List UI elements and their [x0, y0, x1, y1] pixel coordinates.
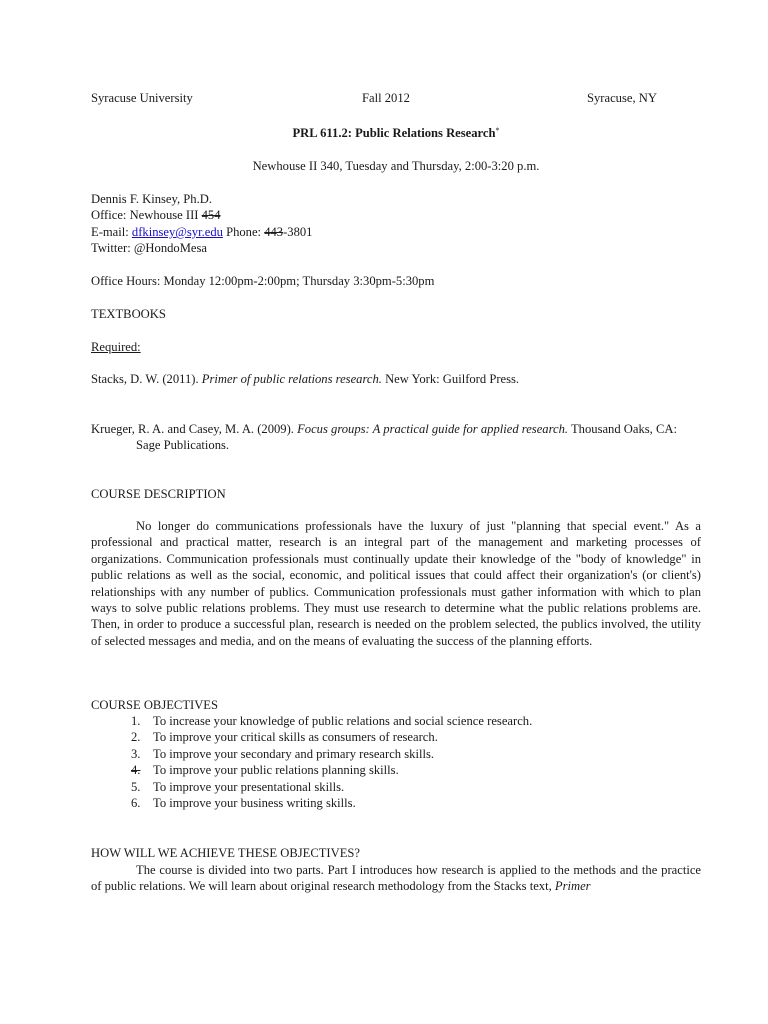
course-location: Newhouse II 340, Tuesday and Thursday, 2:00-3:20 p.m. [252, 159, 540, 173]
objective-number: 2. [131, 730, 141, 745]
objective-text: To improve your critical skills as consumers of research. [153, 730, 438, 745]
office-hours: Office Hours: Monday 12:00pm-2:00pm; Thursday 3:30pm-5:30pm [91, 274, 435, 288]
ref2-title: Focus groups: A practical guide for applied research. [297, 422, 569, 436]
header-row [91, 90, 701, 106]
instructor-name: Dennis F. Kinsey, Ph.D. [91, 192, 212, 206]
office-room: 454 [201, 208, 221, 222]
header-term: Fall 2012 [362, 91, 410, 105]
objective-text: To improve your secondary and primary research skills. [153, 746, 434, 761]
textbook-ref-1 [91, 371, 519, 387]
title-footnote-marker: * [495, 126, 500, 135]
instructor-twitter: Twitter: @HondoMesa [91, 241, 207, 255]
required-label-text: Required: [91, 340, 141, 354]
objectives-list [91, 713, 532, 811]
list-item [91, 729, 532, 745]
phone-prefix: 443 [264, 225, 284, 239]
objective-text: To improve your business writing skills. [153, 796, 356, 811]
course-title-text: PRL 611.2: Public Relations Research [292, 126, 496, 140]
list-item [91, 795, 532, 811]
achieve-body [91, 862, 701, 895]
objective-text: To improve your public relations planning skills. [153, 763, 399, 778]
objective-text: To improve your presentational skills. [153, 779, 345, 794]
objective-number: 3. [131, 746, 141, 761]
ref1-authors: Stacks, D. W. (2011). [91, 372, 202, 386]
textbook-ref-2 [91, 421, 701, 454]
instructor-contact [91, 224, 312, 240]
header-university: Syracuse University [91, 91, 193, 105]
email-link[interactable]: dfkinsey@syr.edu [131, 225, 223, 239]
objective-number: 4. [131, 763, 141, 778]
achieve-heading: HOW WILL WE ACHIEVE THESE OBJECTIVES? [91, 846, 360, 860]
ref2-publisher: Thousand Oaks, CA: Sage Publications. [136, 422, 677, 453]
achieve-text-italic: Primer [554, 879, 591, 894]
ref1-title: Primer of public relations research. [201, 372, 382, 386]
objective-number: 1. [131, 714, 141, 728]
instructor-office [91, 207, 221, 223]
list-item [91, 713, 532, 729]
phone-label: Phone: [222, 225, 265, 239]
description-body [91, 518, 701, 649]
objective-text: To increase your knowledge of public relations and social science research. [153, 714, 533, 728]
required-label [91, 339, 141, 355]
list-item [91, 779, 532, 795]
achieve-text: The course is divided into two parts. Part I introduces how research is applied to the methods and the practice of public relations. We will learn about original research methodology from the Stacks text, [91, 863, 701, 894]
list-item [91, 746, 532, 762]
syllabus-page [91, 0, 701, 1024]
description-text: No longer do communications professionals have the luxury of just "planning that special event." As a professional and practical matter, research is an integral part of the management and marketing processes of organizations. Communication professionals must continually update their knowledge of the "body of knowledge" in public relations as well as the social, economic, and political issues that could affect their organization's (or client's) relationships with any number of publics. Communication professionals must gather information with which to plan ways to solve public relations problems. They must use research to determine what the public relations problems are. Then, in order to produce a successful plan, research is needed on the problem selected, the publics involved, the utility of selected messages and media, and on the means of evaluating the success of the planning efforts. [91, 519, 701, 648]
course-title [91, 125, 701, 141]
objective-number: 5. [131, 779, 141, 794]
header-city: Syracuse, NY [587, 91, 657, 105]
ref1-publisher: New York: Guilford Press. [381, 372, 520, 386]
office-label: Office: Newhouse III [91, 208, 202, 222]
description-heading: COURSE DESCRIPTION [91, 487, 226, 501]
phone-number: -3801 [283, 225, 313, 239]
ref2-authors: Krueger, R. A. and Casey, M. A. (2009). [91, 422, 298, 436]
objective-number: 6. [131, 796, 141, 811]
objectives-heading: COURSE OBJECTIVES [91, 698, 219, 712]
list-item [91, 762, 532, 778]
email-label: E-mail: [91, 225, 132, 239]
textbooks-heading: TEXTBOOKS [91, 307, 166, 321]
